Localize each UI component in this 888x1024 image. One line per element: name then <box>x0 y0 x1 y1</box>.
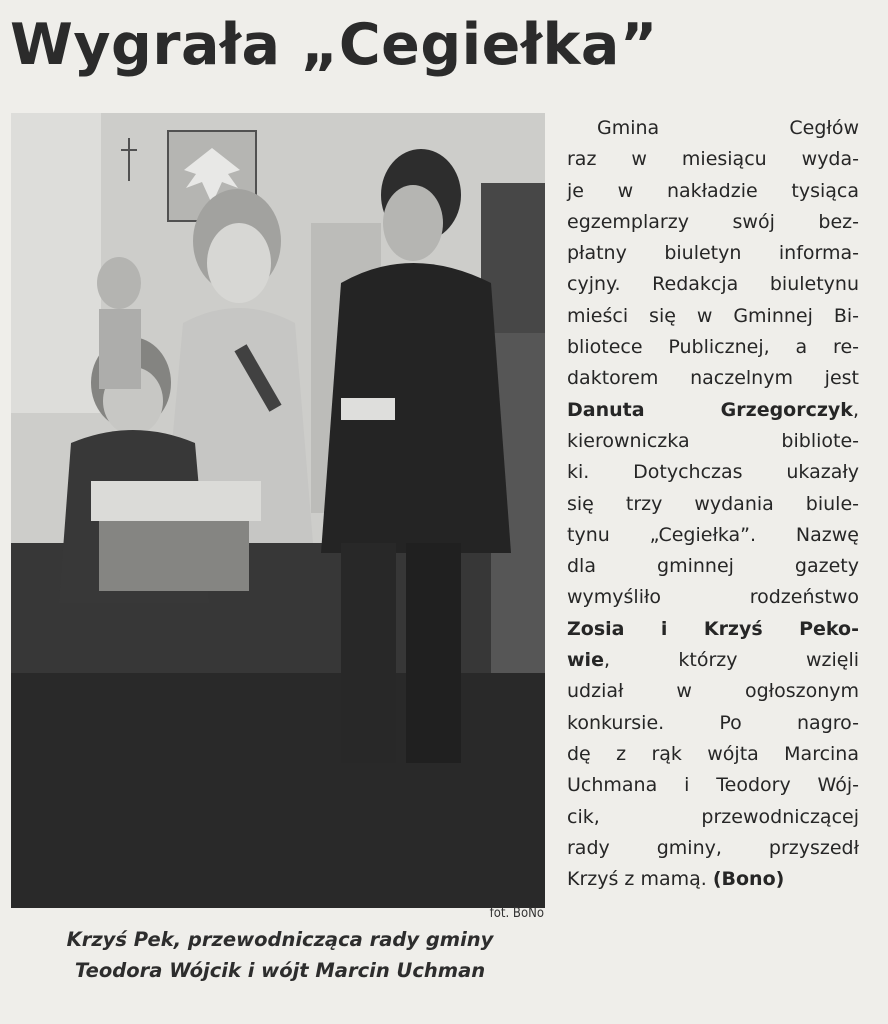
headline: Wygrała „Cegiełka” <box>10 12 658 78</box>
article-line <box>567 144 859 175</box>
text-run: konkursie. Po nagro- <box>567 711 859 734</box>
text-run: dę z rąk wójta Marcina <box>567 742 859 765</box>
text-run: Gmina Cegłów <box>597 117 859 139</box>
text-run: je w nakładzie tysiąca <box>567 179 859 202</box>
article-line <box>567 363 859 394</box>
article-line <box>567 864 859 895</box>
article-line <box>567 269 859 300</box>
article-line <box>567 395 859 426</box>
text-run: Uchmana i Teodory Wój- <box>567 774 859 797</box>
article-line <box>567 614 859 645</box>
article-body <box>567 113 859 895</box>
article-line <box>567 551 859 582</box>
article-line <box>567 301 859 332</box>
photo-credit: fot. BoNo <box>489 906 544 921</box>
article-line <box>567 207 859 238</box>
text-run: mieści się w Gminnej Bi- <box>567 304 859 327</box>
caption-line-1: Krzyś Pek, przewodnicząca rady gminy <box>66 928 494 951</box>
article-line <box>567 176 859 207</box>
text-run: ki. Dotychczas ukazały <box>567 461 859 484</box>
article-line <box>567 457 859 488</box>
text-run: dla gminnej gazety <box>567 555 859 578</box>
bold-text: (Bono) <box>712 868 785 891</box>
article-line <box>567 770 859 801</box>
photo-illustration <box>11 113 545 908</box>
bold-text: Danuta Grzegorczyk <box>567 398 853 421</box>
text-run: cik, przewodniczącej <box>567 805 859 828</box>
article-line <box>567 582 859 613</box>
text-run: bliotece Publicznej, a re- <box>567 336 859 359</box>
caption-line-2: Teodora Wójcik i wójt Marcin Uchman <box>74 959 486 982</box>
article-line <box>567 332 859 363</box>
text-run: raz w miesiącu wyda- <box>567 148 859 171</box>
article-line <box>567 520 859 551</box>
text-run: rady gminy, przyszedł <box>567 836 859 859</box>
article-line <box>567 238 859 269</box>
text-run: daktorem naczelnym jest <box>567 367 859 390</box>
text-run: , <box>852 398 859 421</box>
article-line <box>567 833 859 864</box>
bold-text: Zosia i Krzyś Peko- <box>567 617 859 640</box>
article-line <box>567 739 859 770</box>
text-run: kierowniczka bibliote- <box>567 429 859 452</box>
text-run: płatny biuletyn informa- <box>567 242 859 265</box>
article-line <box>567 489 859 520</box>
article-line <box>567 113 859 144</box>
text-run: się trzy wydania biule- <box>567 492 859 515</box>
article-line <box>567 802 859 833</box>
article-line <box>567 426 859 457</box>
text-run: cyjny. Redakcja biuletynu <box>567 273 859 296</box>
article-photo <box>11 113 545 908</box>
text-run: Krzyś z mamą. <box>567 868 713 891</box>
text-run: tynu „Cegiełka”. Nazwę <box>567 523 859 546</box>
text-run: udział w ogłoszonym <box>567 680 859 703</box>
article-line <box>567 676 859 707</box>
article-line <box>567 645 859 676</box>
text-run: , którzy wzięli <box>603 649 859 672</box>
text-run: wymyśliło rodzeństwo <box>567 586 859 609</box>
article-line <box>567 708 859 739</box>
bold-text: wie <box>567 649 604 672</box>
text-run: egzemplarzy swój bez- <box>567 210 859 233</box>
photo-caption <box>20 924 540 986</box>
